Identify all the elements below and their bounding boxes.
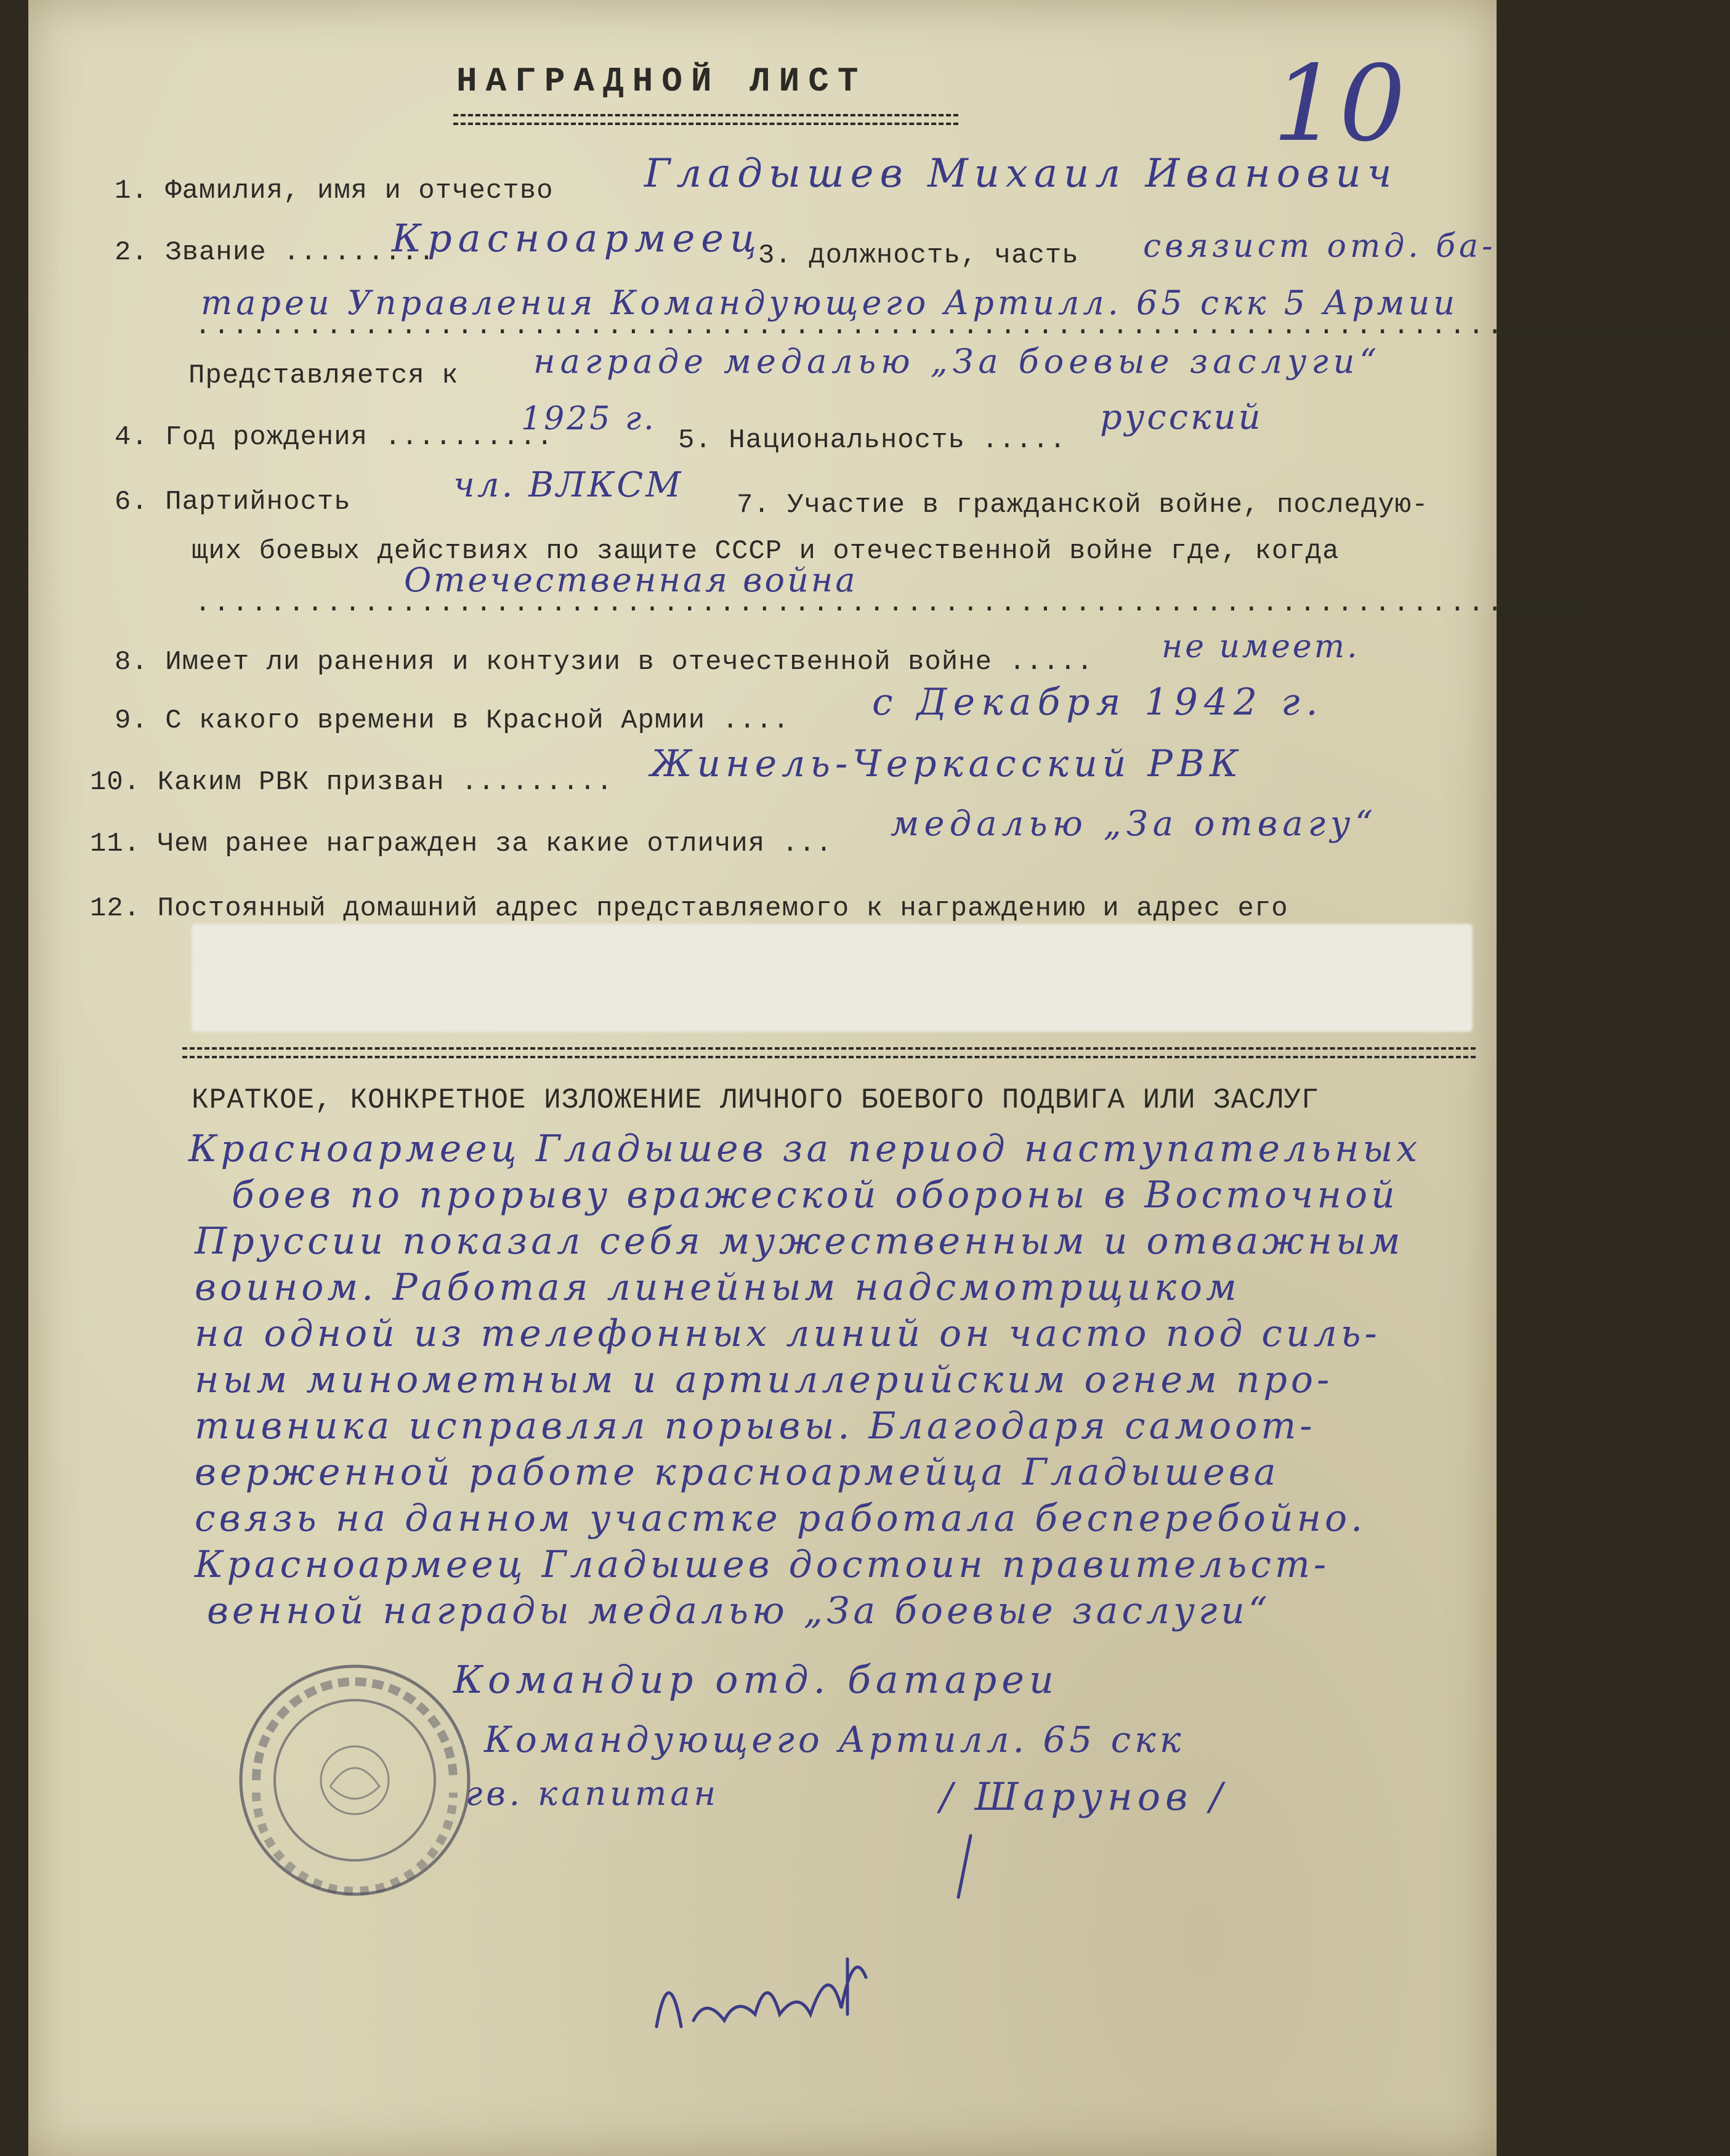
field-2-label: 2. Звание ......... (115, 237, 435, 268)
summary-line: Пруссии показал себя мужественным и отважным (195, 1220, 1404, 1263)
field-6-label: 6. Партийность (115, 487, 351, 517)
field-7-dots: .......................................................................... (195, 588, 1580, 619)
field-7-label-2: щих боевых действиях по защите СССР и отечественной войне где, когда (192, 536, 1340, 567)
summary-line: воином. Работая линейным надсмотрщиком (195, 1266, 1240, 1309)
summary-line: на одной из телефонных линий он часто под силь- (195, 1312, 1381, 1355)
field-1-value: Гладышев Михаил Иванович (644, 151, 1398, 197)
field-5-value: русский (1100, 397, 1263, 437)
field-7-label-1: 7. Участие в гражданской войне, последую- (737, 490, 1429, 521)
presented-value: награде медалью „За боевые заслуги“ (533, 342, 1382, 381)
section-divider (182, 1047, 1476, 1058)
signer-name: / Шарунов / (940, 1774, 1227, 1819)
signer-title-1: Командир отд. батареи (453, 1657, 1059, 1702)
field-3-dots: .................................................................................. (195, 311, 1730, 342)
field-7-value: Отечественная война (404, 561, 858, 599)
field-10-value: Жинель-Черкасский РВК (650, 742, 1243, 785)
summary-line: связь на данном участке работала бесперебойно. (195, 1497, 1367, 1540)
signer-rank: гв. капитан (466, 1774, 720, 1813)
summary-line: ным минометным и артиллерийским огнем про- (195, 1358, 1333, 1401)
field-10-label: 10. Каким РВК призван ......... (90, 767, 613, 798)
field-3-value-1: связист отд. ба- (1143, 228, 1497, 265)
field-8-label: 8. Имеет ли ранения и контузии в отечественной войне ..... (115, 647, 1094, 678)
field-12-label-1: 12. Постоянный домашний адрес представляемого к награждению и адрес его (90, 893, 1288, 924)
summary-heading: КРАТКОЕ, КОНКРЕТНОЕ ИЗЛОЖЕНИЕ ЛИЧНОГО БОЕВОГО ПОДВИГА ИЛИ ЗАСЛУГ (192, 1084, 1319, 1116)
official-stamp (232, 1657, 478, 1903)
field-4-label: 4. Год рождения .......... (115, 422, 554, 453)
award-sheet-paper (28, 0, 1730, 2156)
officer-signature-stroke (946, 1823, 1291, 1910)
sheet-number: 10 (1272, 43, 1406, 165)
field-3-value-2: тареи Управления Командующего Артилл. 65 скк 5 Армии (201, 283, 1459, 322)
field-11-label: 11. Чем ранее награжден за какие отличия ... (90, 829, 833, 859)
summary-line: тивника исправлял порывы. Благодаря самоот- (195, 1404, 1316, 1448)
redacted-address-block (192, 924, 1473, 1032)
presented-label: Представляется к (188, 360, 459, 391)
field-5-label: 5. Национальность ..... (678, 425, 1067, 456)
title-underline (453, 114, 958, 125)
summary-line: Красноармеец Гладышев достоин правительст- (195, 1543, 1330, 1586)
field-1-label: 1. Фамилия, имя и отчество (115, 176, 554, 206)
field-3-label: 3. должность, часть (758, 240, 1079, 271)
document-title: НАГРАДНОЙ ЛИСТ (456, 62, 867, 101)
handwritten-signature-mark (644, 1922, 897, 2057)
field-4-value: 1925 г. (521, 400, 657, 437)
field-11-value: медалью „За отвагу“ (891, 804, 1378, 844)
field-2-value: Красноармеец (392, 216, 763, 261)
signer-title-2: Командующего Артилл. 65 скк (484, 1719, 1185, 1761)
field-9-value: с Декабря 1942 г. (872, 681, 1324, 724)
field-8-value: не имеет. (1162, 628, 1360, 665)
field-6-value: чл. ВЛКСМ (453, 465, 684, 505)
summary-line: верженной работе красноармейца Гладышева (195, 1451, 1280, 1494)
summary-line: венной награды медалью „За боевые заслуги“ (207, 1589, 1271, 1632)
summary-line: боев по прорыву вражеской обороны в Восточной (232, 1173, 1399, 1217)
field-9-label: 9. С какого времени в Красной Армии .... (115, 705, 790, 736)
summary-line: Красноармеец Гладышев за период наступательных (188, 1127, 1421, 1170)
